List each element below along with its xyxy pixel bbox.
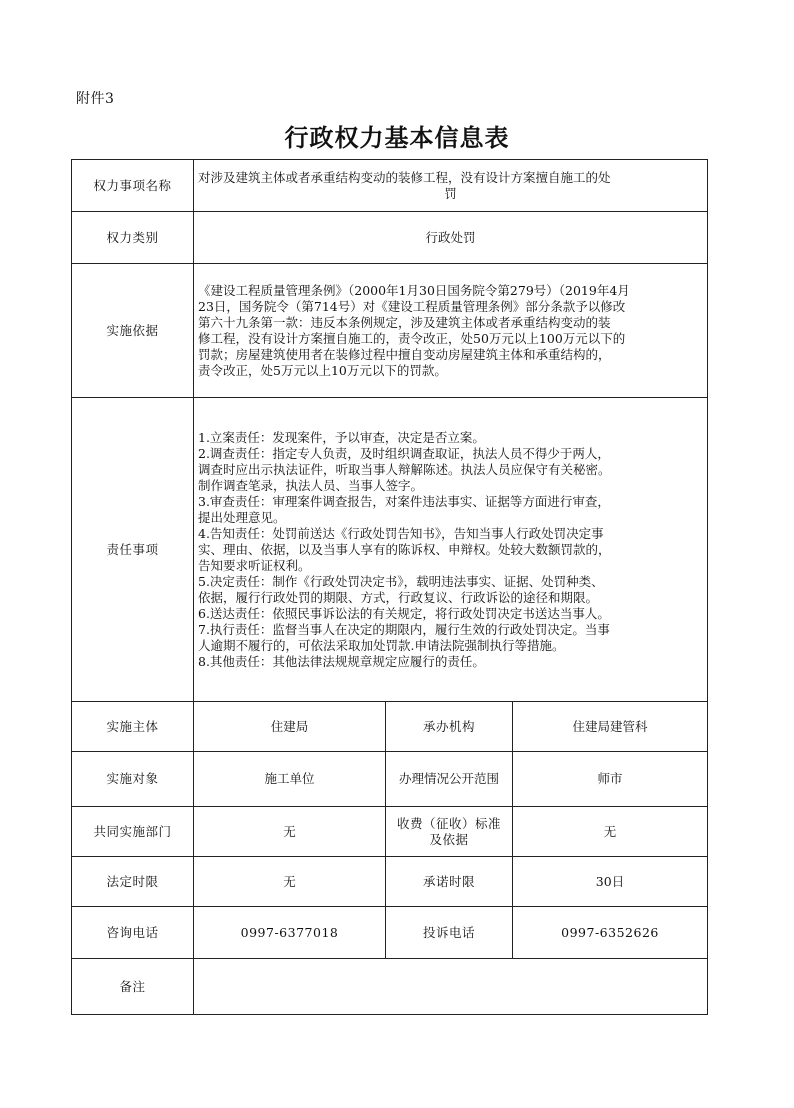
disclosure-scope-value: 师市 (513, 752, 708, 807)
complaint-phone-label: 投诉电话 (386, 907, 513, 959)
remarks-value (194, 959, 708, 1015)
responsibility-line: 制作调查笔录，执法人员、当事人签字。 (198, 477, 424, 493)
category-value: 行政处罚 (194, 212, 708, 264)
responsibility-line: 提出处理意见。 (198, 509, 286, 525)
joint-department-label: 共同实施部门 (72, 807, 194, 857)
item-name-line-2: 罚 (444, 185, 457, 201)
legal-time-limit-label: 法定时限 (72, 857, 194, 907)
handling-agency-label: 承办机构 (386, 702, 513, 752)
fee-standard-label-line-2: 及依据 (429, 831, 469, 847)
responsibility-line: 依据，履行行政处罚的期限、方式，行政复议、行政诉讼的途径和期限。 (198, 589, 599, 605)
target-value: 施工单位 (194, 752, 386, 807)
row-time-limit (72, 857, 708, 907)
responsibility-line: 8.其他责任：其他法律法规规章规定应履行的责任。 (198, 653, 485, 669)
fee-standard-label (386, 807, 513, 857)
promised-time-limit-value: 30日 (513, 857, 708, 907)
page-title: 行政权力基本信息表 (284, 123, 510, 152)
responsibility-line: 3.审查责任：审理案件调查报告，对案件违法事实、证据等方面进行审查， (198, 493, 610, 509)
attachment-label: 附件3 (76, 91, 115, 107)
disclosure-scope-label: 办理情况公开范围 (386, 752, 513, 807)
basis-line: 《建设工程质量管理条例》（2000年1月30日国务院令第279号）（2019年4月 (198, 282, 630, 298)
responsibility-line: 4.告知责任：处罚前送达《行政处罚告知书》，告知当事人行政处罚决定事 (198, 525, 604, 541)
row-joint-department (72, 807, 708, 857)
basis-line: 修工程，没有设计方案擅自施工的，责令改正，处50万元以上100万元以下的 (198, 330, 626, 346)
responsibility-line: 调查时应出示执法证件，听取当事人辩解陈述。执法人员应保守有关秘密。 (198, 461, 611, 477)
responsibility-label: 责任事项 (72, 398, 194, 702)
consult-phone-value: 0997-6377018 (194, 907, 386, 959)
row-basis (72, 264, 708, 398)
responsibility-line: 6.送达责任：依照民事诉讼法的有关规定，将行政处罚决定书送达当事人。 (198, 605, 610, 621)
consult-phone-label: 咨询电话 (72, 907, 194, 959)
responsibility-line: 7.执行责任：监督当事人在决定的期限内，履行生效的行政处罚决定。当事 (198, 621, 610, 637)
row-item-name (72, 160, 708, 212)
item-name-line-1: 对涉及建筑主体或者承重结构变动的装修工程，没有设计方案擅自施工的处 (198, 169, 611, 185)
row-phone (72, 907, 708, 959)
row-responsibility (72, 398, 708, 702)
basis-line: 责令改正，处5万元以上10万元以下的罚款。 (198, 362, 447, 378)
promised-time-limit-label: 承诺时限 (386, 857, 513, 907)
item-name-value (194, 160, 708, 212)
row-target (72, 752, 708, 807)
remarks-label: 备注 (72, 959, 194, 1015)
complaint-phone-value: 0997-6352626 (513, 907, 708, 959)
responsibility-line: 5.决定责任：制作《行政处罚决定书》，载明违法事实、证据、处罚种类、 (198, 573, 604, 589)
row-category (72, 212, 708, 264)
legal-time-limit-value: 无 (194, 857, 386, 907)
admin-power-info-table (71, 159, 708, 1015)
responsibility-text (194, 398, 708, 702)
category-label: 权力类别 (72, 212, 194, 264)
joint-department-value: 无 (194, 807, 386, 857)
fee-standard-label-line-1: 收费（征收）标准 (396, 815, 501, 831)
handling-agency-value: 住建局建管科 (513, 702, 708, 752)
basis-line: 罚款；房屋建筑使用者在装修过程中擅自变动房屋建筑主体和承重结构的， (198, 346, 611, 362)
item-name-label: 权力事项名称 (72, 160, 194, 212)
basis-line: 第六十九条第一款：违反本条例规定，涉及建筑主体或者承重结构变动的装 (198, 314, 611, 330)
row-remarks (72, 959, 708, 1015)
target-label: 实施对象 (72, 752, 194, 807)
responsibility-line: 1.立案责任：发现案件，予以审查，决定是否立案。 (198, 429, 485, 445)
subject-value: 住建局 (194, 702, 386, 752)
basis-line: 23日，国务院令（第714号）对《建设工程质量管理条例》部分条款予以修改 (198, 298, 626, 314)
row-subject (72, 702, 708, 752)
basis-label: 实施依据 (72, 264, 194, 398)
subject-label: 实施主体 (72, 702, 194, 752)
basis-text (194, 264, 708, 398)
responsibility-line: 告知要求听证权利。 (198, 557, 311, 573)
responsibility-line: 人逾期不履行的，可依法采取加处罚款.申请法院强制执行等措施。 (198, 637, 565, 653)
responsibility-line: 2.调查责任：指定专人负责，及时组织调查取证，执法人员不得少于两人， (198, 445, 610, 461)
fee-standard-value: 无 (513, 807, 708, 857)
responsibility-line: 实、理由、依据，以及当事人享有的陈诉权、申辩权。处较大数额罚款的， (198, 541, 611, 557)
